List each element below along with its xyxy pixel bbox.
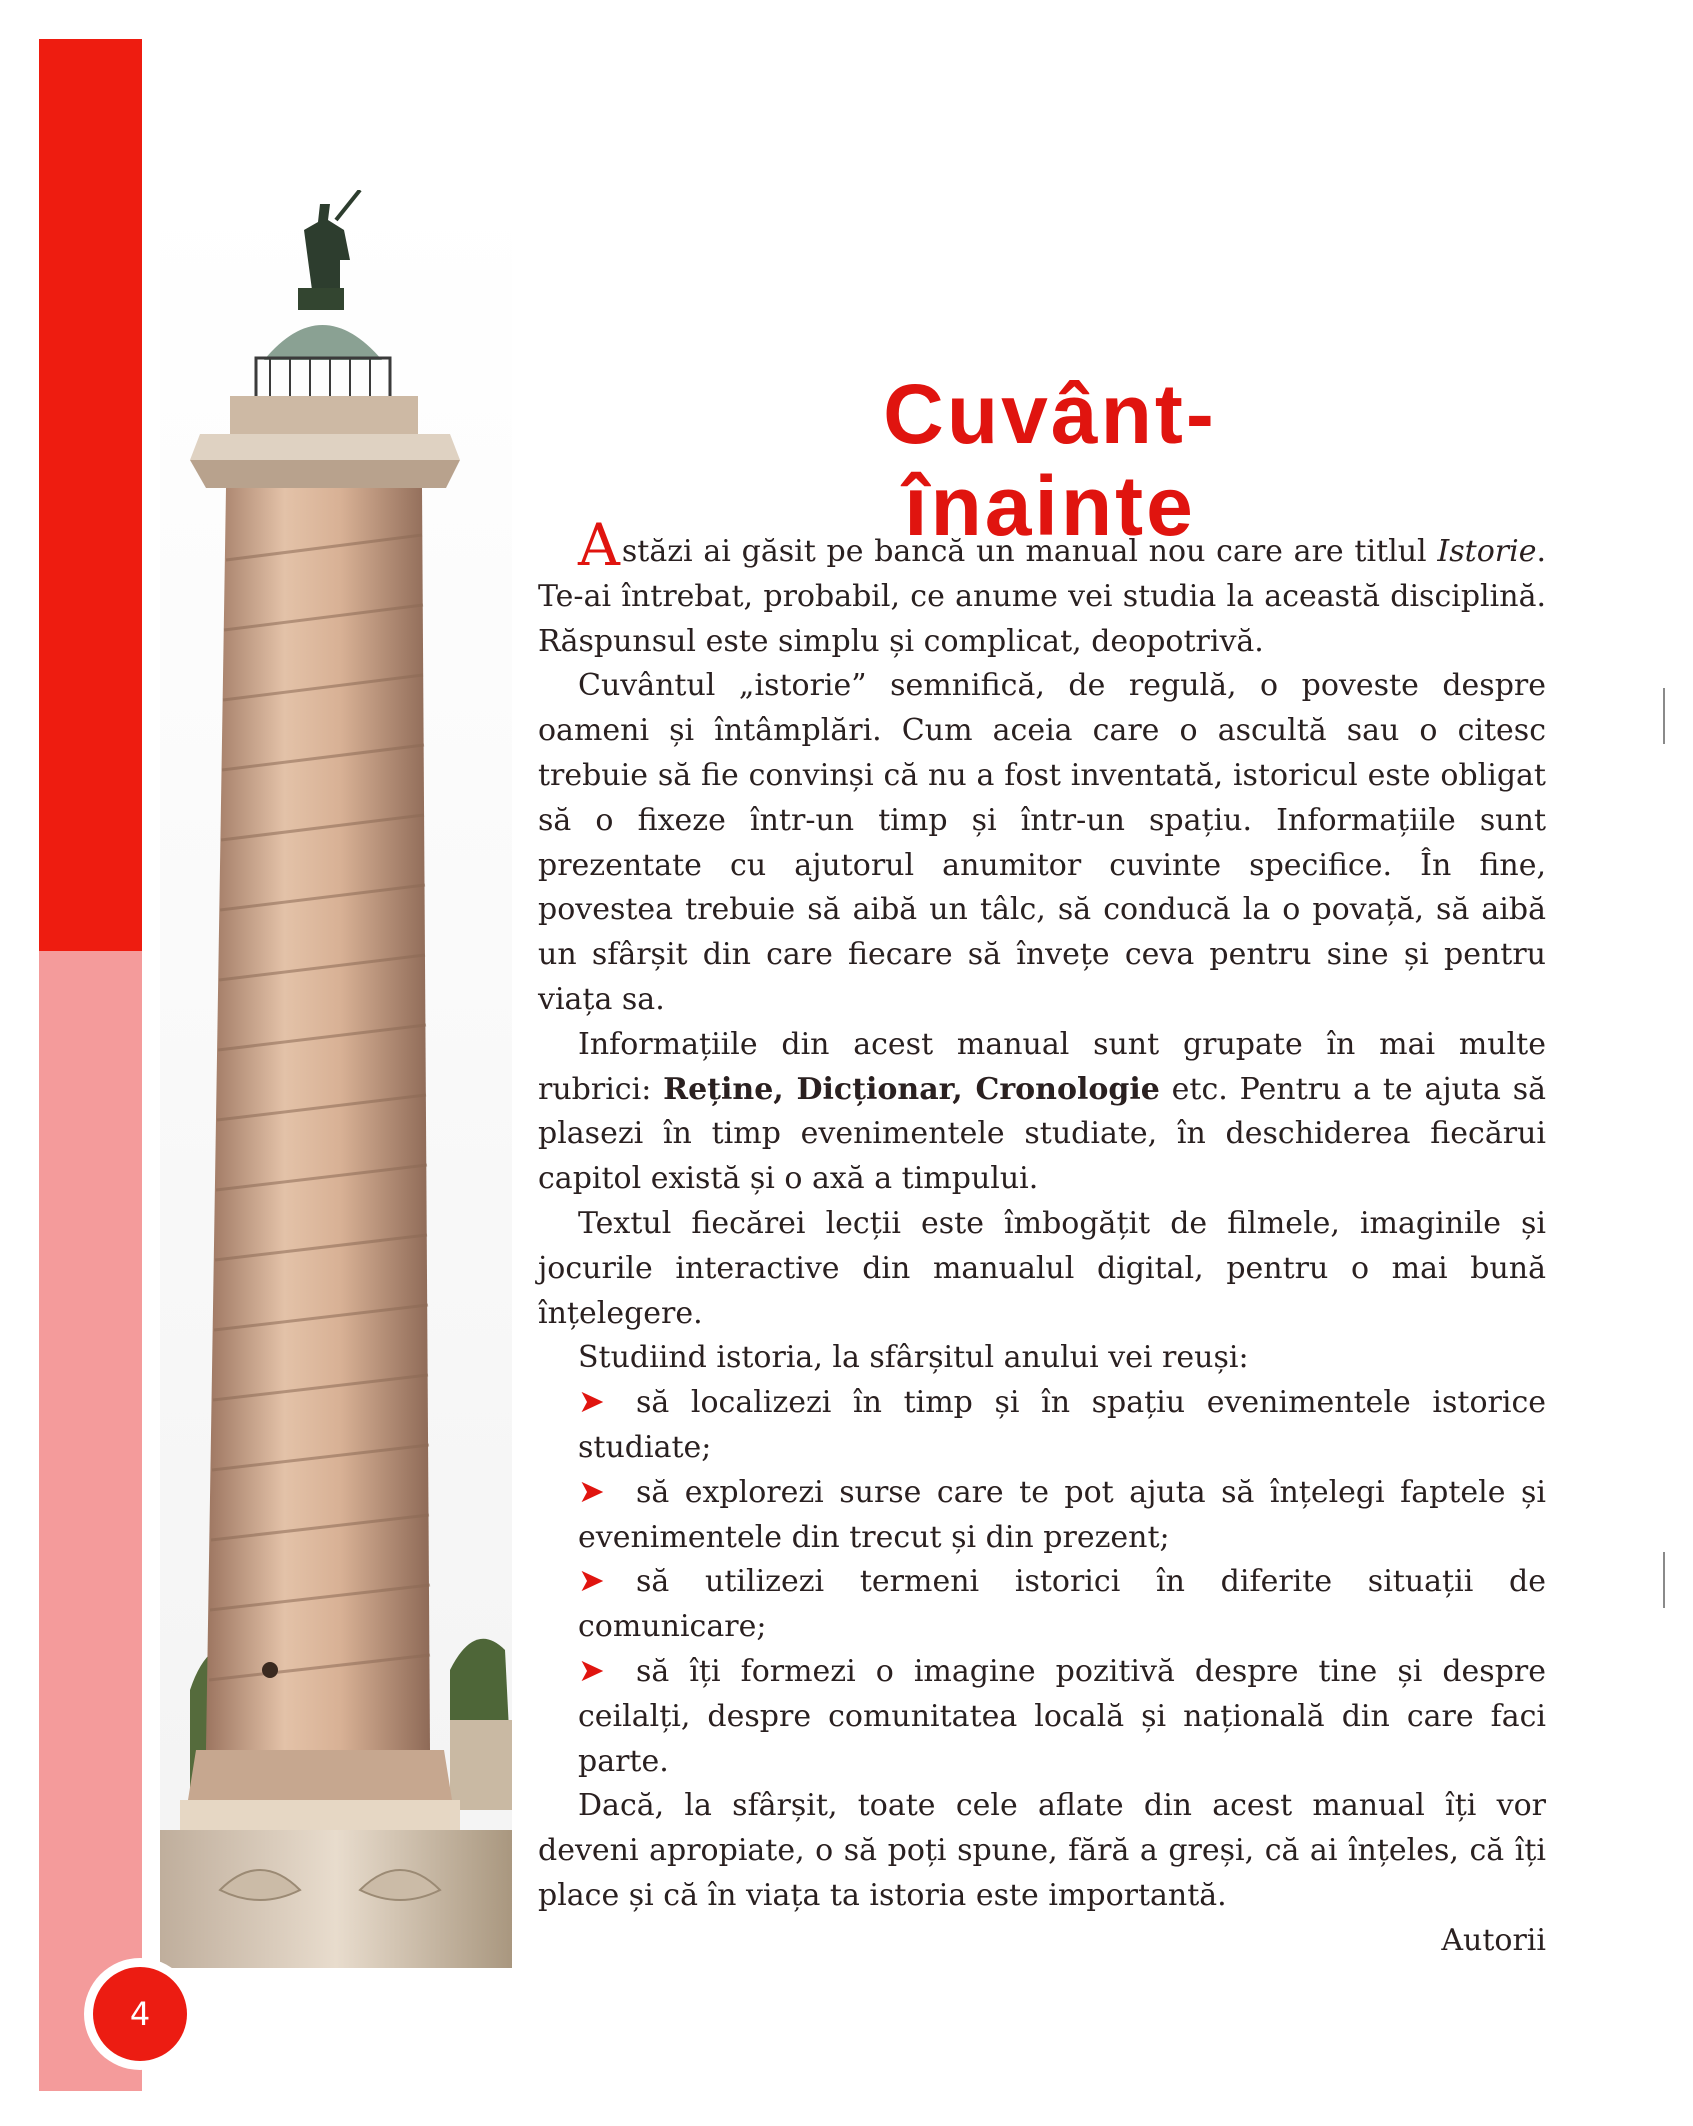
arrow-bullet-icon: ➤ bbox=[578, 1650, 605, 1689]
paragraph-sections-text-2: etc. Pentru a te ajuta să plasezi în timp evenimentele studiate, în deschiderea fiecărui capitol există și o axă a timpului. bbox=[538, 1071, 1546, 1197]
paragraph-sections bbox=[538, 1023, 1546, 1202]
book-title-emphasis: Istorie bbox=[1437, 534, 1537, 569]
paragraph-goals-intro: Studiind istoria, la sfârșitul anului vei reuși: bbox=[578, 1340, 1249, 1376]
margin-bar-red bbox=[39, 39, 142, 951]
page-number: 4 bbox=[93, 1967, 187, 2061]
goals-list bbox=[538, 1381, 1546, 1784]
margin-bar-pink bbox=[39, 951, 142, 2091]
intro-paragraph bbox=[538, 511, 1546, 664]
list-item-text: să localizezi în timp și în spațiu evenimentele istorice studiate; bbox=[578, 1385, 1546, 1465]
body-text bbox=[538, 511, 1546, 1964]
right-edge-rule-bottom bbox=[1663, 1552, 1665, 1608]
list-item bbox=[538, 1560, 1546, 1650]
list-item-text: să îți formezi o imagine pozitivă despre tine și despre ceilalți, despre comunitatea locală și națională din care faci parte. bbox=[578, 1653, 1546, 1779]
paragraph-digital: Textul fiecărei lecții este îmbogățit de filmele, imaginile și jocurile interactive din manualul digital, pentru o mai bună înțelegere. bbox=[538, 1205, 1546, 1331]
paragraph-conclusion: Dacă, la sfârșit, toate cele aflate din acest manual îți vor deveni apropiate, o să poți spune, fără a greși, că ai înțeles, că îți place și că în viața ta istoria este importantă. bbox=[538, 1788, 1546, 1913]
drop-cap: A bbox=[578, 511, 620, 579]
arrow-bullet-icon: ➤ bbox=[578, 1382, 605, 1421]
page-number-badge bbox=[84, 1958, 196, 2070]
list-item bbox=[538, 1650, 1546, 1784]
arrow-bullet-icon: ➤ bbox=[578, 1471, 605, 1510]
list-item-text: să explorezi surse care te pot ajuta să înțelegi faptele și evenimentele din trecut și din prezent; bbox=[578, 1474, 1546, 1555]
paragraph-history-meaning: Cuvântul „istorie” semnifică, de regulă, o poveste despre oameni și întâmplări. Cum aceia care o ascultă sau o citesc trebuie să fie convinși că nu a fost inventată, istoricul este obligat să o fixeze într-un timp și într-un spațiu. Informațiile sunt prezentate cu ajutorul anumitor cuvinte specifice. În fine, povestea trebuie să aibă un tâlc, să conducă la o povață, să aibă un sfârșit din care fiecare să învețe ceva pentru sine și pentru viața sa. bbox=[538, 668, 1546, 1017]
paragraph-sections-text-1: Informațiile din acest manual sunt grupate în mai multe rubrici: bbox=[538, 1026, 1546, 1107]
list-item bbox=[538, 1471, 1546, 1561]
arrow-bullet-icon: ➤ bbox=[578, 1561, 605, 1600]
section-names-bold: Reține, Dicționar, Cronologie bbox=[663, 1071, 1160, 1107]
intro-text-1: stăzi ai găsit pe bancă un manual nou care are titlul bbox=[621, 534, 1438, 569]
intro-text-2: . Te-ai întrebat, probabil, ce anume vei studia la această disciplină. Răspunsul este simplu și complicat, deopotrivă. bbox=[538, 534, 1546, 659]
right-edge-rule-top bbox=[1663, 688, 1665, 744]
page-title: Cuvânt-înainte bbox=[883, 367, 1217, 554]
list-item-text: să utilizezi termeni istorici în diferite situații de comunicare; bbox=[578, 1564, 1546, 1645]
trajan-column-photo-icon bbox=[160, 190, 512, 1968]
signature: Autorii bbox=[1441, 1922, 1546, 1958]
list-item bbox=[538, 1381, 1546, 1471]
